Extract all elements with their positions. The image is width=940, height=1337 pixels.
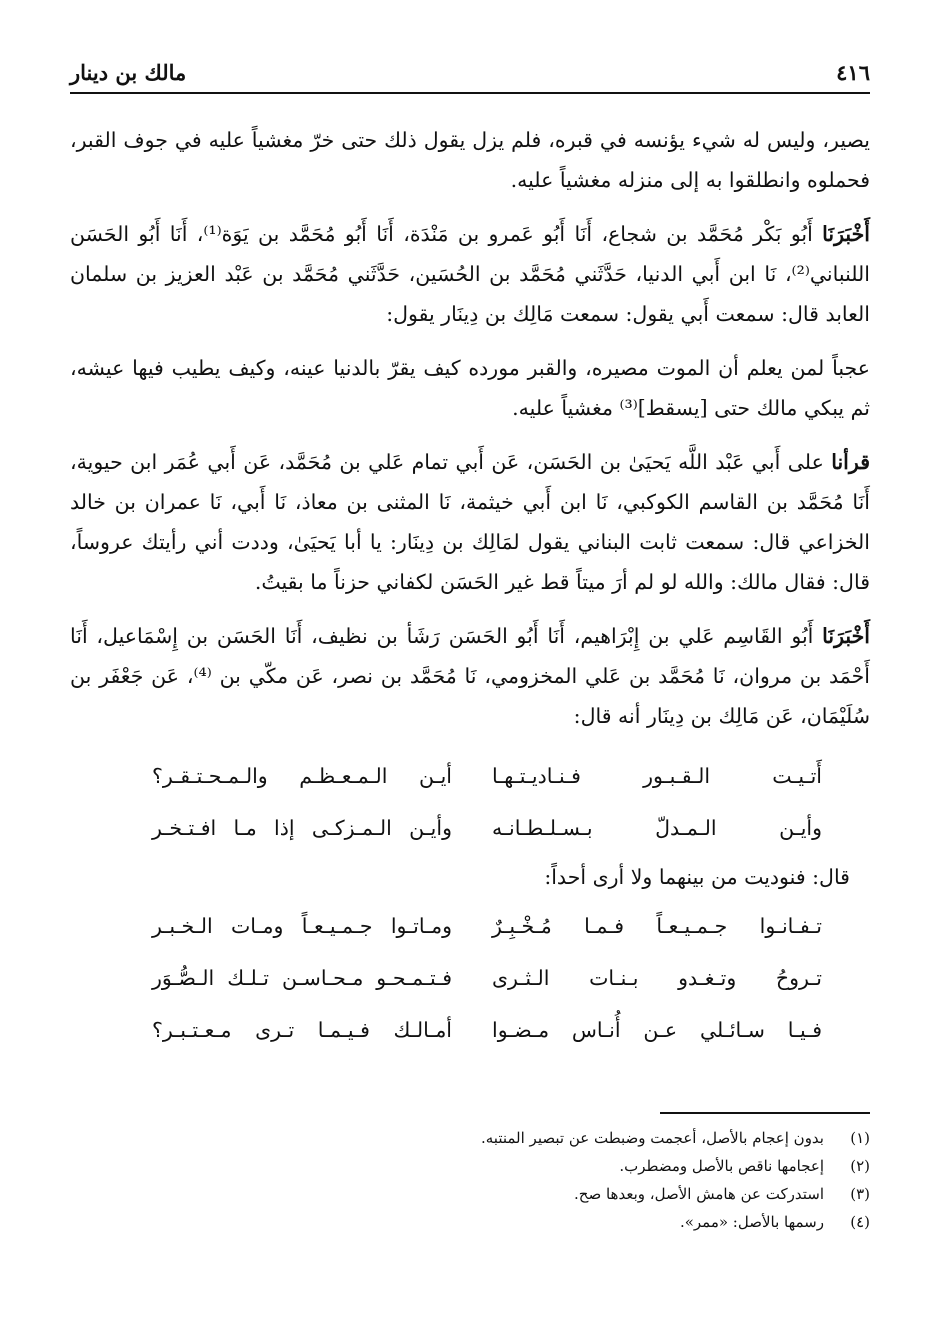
footnote-number: (٣) xyxy=(850,1185,870,1203)
paragraph xyxy=(70,120,870,200)
page-header xyxy=(70,52,870,94)
footnote-text: رسمها بالأصل: «ممر». xyxy=(679,1213,824,1231)
poem-verse xyxy=(70,1004,870,1056)
verse-first-hemistich: وأيـن الـمـدلّ بـسـلـطـانـه xyxy=(492,816,822,840)
paragraph xyxy=(70,348,870,428)
main-text xyxy=(70,120,870,1056)
paragraph xyxy=(70,442,870,602)
verse-first-hemistich: فـيـا سـائـلي عـن أُنـاس مـضـوا xyxy=(492,1018,822,1042)
running-title: مالك بن دينار xyxy=(70,59,187,85)
verse-first-hemistich: تـروحُ وتـغـدو بـنـات الـثـرى xyxy=(492,966,822,990)
paragraph-lead: أَخْبَرَنَا xyxy=(822,624,870,648)
verse-first-hemistich: أَتـيـت الـقـبـور فـنـاديـتـهـا xyxy=(492,764,822,788)
footnote xyxy=(70,1180,870,1208)
paragraph-text: أَبُو بَكْر مُحَمَّد بن شجاع، أَنَا أَبُو عَمرو بن مَنْدَة، أَنَا أَبُو مُحَمَّد بن يَوَة⁽¹⁾، أَنَا أَبُو الحَسَن اللنباني⁽²⁾، نَا ابن أَبي الدنيا، حَدَّثَني مُحَمَّد بن الحُسَين، حَدَّثَني مُحَمَّد بن عَبْد العزيز بن سلمان العابد قال: سمعت أَبي يقول: سمعت مَالِك بن دِينَار يقول: xyxy=(70,222,870,326)
paragraph xyxy=(70,616,870,736)
footnote-text: إعجامها ناقص بالأصل ومضطرب. xyxy=(619,1157,824,1175)
verse-second-hemistich: أمـالـك فـيـمـا تـرى مـعـتـبـر؟ xyxy=(152,1018,452,1042)
poem-verse xyxy=(70,802,870,854)
footnote-number: (٤) xyxy=(850,1213,870,1231)
poem-verse xyxy=(70,952,870,1004)
poem-interlude: قال: فنوديت من بينهما ولا أرى أحداً: xyxy=(544,865,850,889)
footnote-text: استدركت عن هامش الأصل، وبعدها صح. xyxy=(574,1185,824,1203)
poem-verse xyxy=(70,750,870,802)
footnote-number: (١) xyxy=(850,1129,870,1147)
verse-second-hemistich: وأيـن الـمـزكـى إذا مـا افـتـخـر xyxy=(152,816,452,840)
verse-first-hemistich: تـفـانـوا جـمـيـعـاً فـمـا مُـخْـبِـرٌ xyxy=(492,914,822,938)
footnote-number: (٢) xyxy=(850,1157,870,1175)
paragraph-text: أَبُو القَاسِم عَلي بن إِبْرَاهيم، أَنَا أَبُو الحَسَن رَشَأ بن نظيف، أَنَا الحَسَن بن إِسْمَاعيل، أَنَا أَحْمَد بن مروان، نَا مُحَمَّد بن عَلي المخزومي، نَا مُحَمَّد بن نصر، عَن مكّي بن ⁽⁴⁾، عَن جَعْفَر بن سُلَيْمَان، عَن مَالِك بن دِينَار أنه قال: xyxy=(70,624,871,728)
paragraph-text: يصير، وليس له شيء يؤنسه في قبره، فلم يزل يقول ذلك حتى خرّ مغشياً عليه في جوف القبر، فحملوه وانطلقوا به إلى منزله مغشياً عليه. xyxy=(70,128,870,192)
verse-second-hemistich: أيـن الـمـعـظـم والـمـحـتـقـر؟ xyxy=(152,764,452,788)
footnotes xyxy=(70,1124,870,1236)
footnote-text: بدون إعجام بالأصل، أعجمت وضبطت عن تبصير المنتبه. xyxy=(480,1129,824,1147)
paragraph-lead: أَخْبَرَنَا xyxy=(822,222,870,246)
page-number: ٤١٦ xyxy=(836,59,870,85)
paragraph-text: عجباً لمن يعلم أن الموت مصيره، والقبر مورده كيف يقرّ بالدنيا عينه، وكيف يطيب فيها عيشه، ثم يبكي مالك حتى [يسقط]⁽³⁾ مغشياً عليه. xyxy=(70,356,870,420)
paragraph-text: على أَبي عَبْد اللَّه يَحيَىٰ بن الحَسَن، عَن أَبي تمام عَلي بن مُحَمَّد، عَن أَبي عُمَر ابن حيوية، أَنَا مُحَمَّد بن القاسم الكوكبي، نَا ابن أَبي خيثمة، نَا المثنى بن معاذ، نَا أَبي، نَا عمران بن خالد الخزاعي قال: سمعت ثابت البناني يقول لمَالِك بن دِينَار: يا أبا يَحيَىٰ، وددت أني رأيتك عروساً، قال: فقال مالك: والله لو لم أرَ ميتاً قط غير الحَسَن لكفاني حزناً ما بقيتُ. xyxy=(70,450,870,594)
poem-verse xyxy=(70,900,870,952)
verse-second-hemistich: ومـاتـوا جـمـيـعـاً ومـات الـخـبـر xyxy=(152,914,452,938)
footnote xyxy=(70,1208,870,1236)
footnote xyxy=(70,1124,870,1152)
paragraph xyxy=(70,214,870,334)
verse-second-hemistich: فـتـمـحـو مـحـاسـن تـلـك الـصُّـوَر xyxy=(152,966,452,990)
footnote-divider xyxy=(660,1112,870,1114)
paragraph-lead: قرأنا xyxy=(831,450,870,474)
poem xyxy=(70,750,870,1056)
footnote xyxy=(70,1152,870,1180)
